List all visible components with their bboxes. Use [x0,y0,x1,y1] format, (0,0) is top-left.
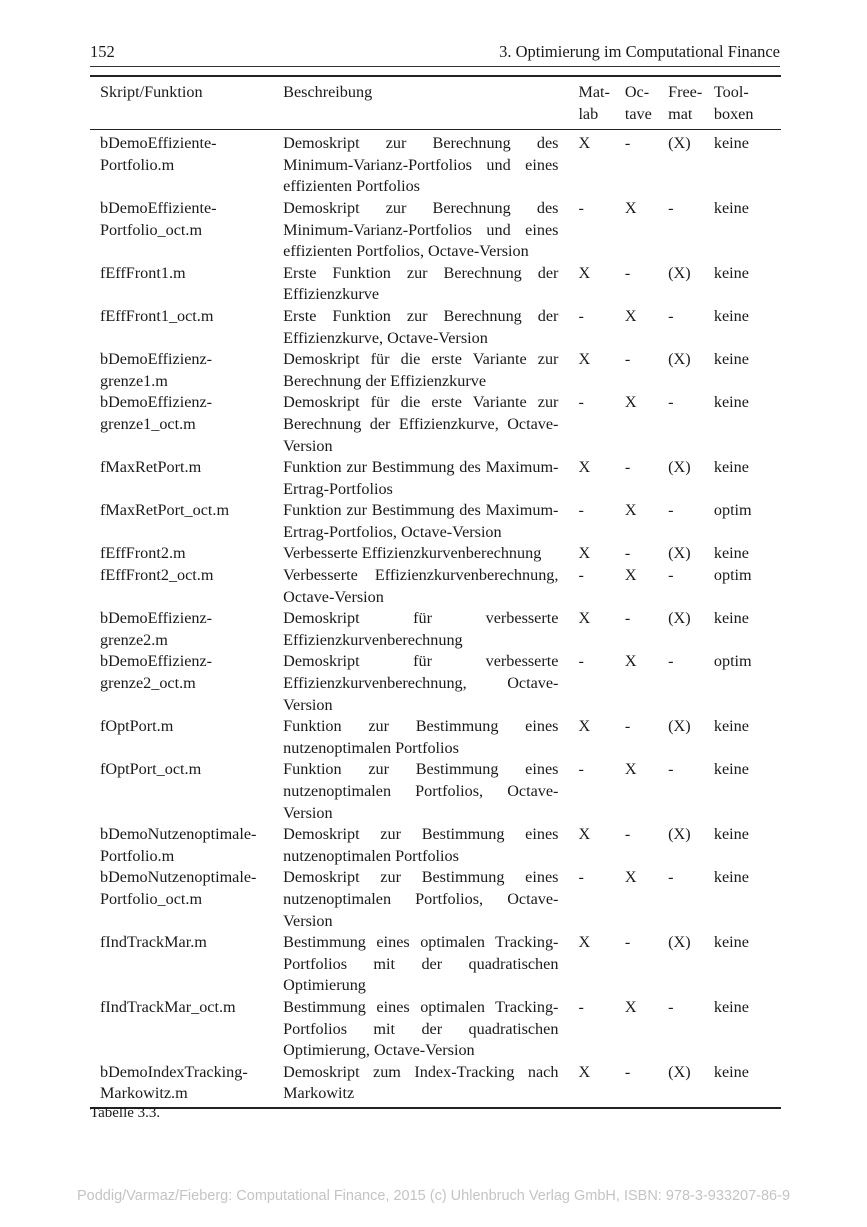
cell-toolboxes: keine [713,350,749,369]
cell-octave: X [624,198,637,217]
cell-octave: X [624,393,637,412]
cell-matlab: - [578,760,584,779]
page-number: 152 [90,42,115,61]
cell-name-line: bDemoEffizienz- [100,652,213,671]
cell-octave: X [624,868,637,887]
cell-name-line: grenze2.m [100,630,168,649]
cell-freemat: (X) [668,134,691,153]
cell-description: Bestimmung eines optimalen Tracking-Portfolios mit der quadratischen Optimierung, Octave-Version [283,997,559,1060]
cell-octave: X [624,997,637,1016]
table-row [90,608,781,651]
cell-description: Erste Funktion zur Berechnung der Effizienzkurve [283,263,559,304]
cell-freemat: - [668,501,674,520]
table-row [90,997,781,1062]
table-row [90,716,781,759]
cell-octave: - [624,717,631,736]
cell-matlab: X [578,609,591,628]
cell-freemat: (X) [668,350,691,369]
table-row [90,457,781,500]
cell-octave: - [624,609,631,628]
cell-name-line: fEffFront2.m [100,544,186,563]
header-matlab-line1: Mat- [578,83,610,101]
cell-toolboxes: keine [713,717,749,736]
cell-matlab: - [578,566,584,585]
cell-name-line: Markowitz.m [100,1084,188,1103]
cell-matlab: X [578,458,591,477]
cell-toolboxes: keine [713,306,749,325]
header-toolboxes [714,76,781,130]
cell-name [90,349,283,392]
cell-freemat: - [668,760,674,779]
cell-name-line: fIndTrackMar.m [100,933,207,952]
cell-description: Verbesserte Effizienzkurvenberechnung, Octave-Version [283,566,559,606]
cell-description: Funktion zur Bestimmung des Maximum-Ertrag-Portfolios, Octave-Version [283,501,559,541]
cell-octave: X [624,566,637,585]
cell-name [90,716,283,759]
table-row [90,824,781,867]
cell-description: Demoskript zur Bestimmung eines nutzenoptimalen Portfolios, Octave-Version [283,868,559,930]
cell-name [90,392,283,457]
cell-name-line: fOptPort_oct.m [100,760,202,779]
cell-name-line: fEffFront1.m [100,263,186,282]
cell-description: Verbesserte Effizienzkurvenberechnung [283,544,542,563]
cell-matlab: - [578,198,584,217]
cell-freemat: - [668,393,674,412]
cell-name [90,759,283,824]
header-description: Beschreibung [283,76,578,130]
scripts-table [90,75,781,1109]
cell-description: Demoskript zum Index-Tracking nach Markowitz [283,1062,578,1108]
cell-matlab: X [578,263,591,282]
header-matlab [578,76,624,130]
cell-freemat: (X) [668,263,691,282]
cell-freemat: - [668,198,674,217]
cell-description: Demoskript für verbesserte Effizienzkurvenberechnung [283,609,559,649]
cell-freemat: (X) [668,717,691,736]
cell-freemat: (X) [668,458,691,477]
cell-name-line: fEffFront2_oct.m [100,566,214,585]
cell-name-line: Portfolio.m [100,155,175,174]
cell-matlab: - [578,652,584,671]
cell-name-line: grenze1_oct.m [100,414,196,433]
cell-toolboxes: optim [713,652,752,671]
cell-description: Funktion zur Bestimmung des Maximum-Ertrag-Portfolios [283,458,559,498]
cell-name-line: fIndTrackMar_oct.m [100,997,236,1016]
cell-description: Demoskript zur Bestimmung eines nutzenoptimalen Portfolios [283,825,559,865]
cell-name-line: bDemoNutzenoptimale- [100,868,257,887]
cell-matlab: X [578,350,591,369]
cell-description: Erste Funktion zur Berechnung der Effizienzkurve, Octave-Version [283,306,559,347]
table-row [90,543,781,565]
cell-name [90,932,283,997]
cell-toolboxes: keine [713,933,749,952]
cell-toolboxes: keine [713,760,749,779]
cell-matlab: X [578,717,591,736]
header-freemat-line1: Free- [668,83,703,101]
header-octave-line2: tave [624,104,652,123]
cell-octave: - [624,134,631,153]
table-header-row [90,76,781,130]
cell-name-line: fMaxRetPort_oct.m [100,501,230,520]
header-matlab-line2: lab [578,104,599,123]
table-row [90,198,781,263]
cell-name-line: grenze1.m [100,371,168,390]
cell-matlab: X [578,1062,624,1108]
cell-toolboxes: optim [713,501,752,520]
header-octave-line1: Oc- [624,83,650,101]
running-head [90,42,780,67]
cell-octave: - [624,350,631,369]
cell-name [90,263,283,306]
cell-name [90,824,283,867]
cell-toolboxes: keine [713,458,749,477]
cell-name-line: bDemoNutzenoptimale- [100,825,257,844]
cell-toolboxes: keine [713,868,749,887]
table-row [90,392,781,457]
cell-toolboxes: keine [714,1062,781,1108]
cell-description: Funktion zur Bestimmung eines nutzenoptimalen Portfolios [283,717,559,757]
cell-description: Bestimmung eines optimalen Tracking-Portfolios mit der quadratischen Optimierung [283,933,559,995]
table-row [90,759,781,824]
cell-name [90,565,283,608]
table-row [90,565,781,608]
cell-name-line: Portfolio_oct.m [100,220,203,239]
table-row [90,130,781,198]
table-row [90,263,781,306]
cell-freemat: (X) [668,609,691,628]
cell-toolboxes: keine [713,609,749,628]
cell-octave: X [624,501,637,520]
cell-description: Demoskript für die erste Variante zur Berechnung der Effizienzkurve, Octave-Version [283,393,559,455]
cell-matlab: X [578,544,591,563]
cell-name [90,608,283,651]
cell-name-line: bDemoEffizienz- [100,350,213,369]
cell-name-line: grenze2_oct.m [100,674,196,693]
cell-octave: X [624,652,637,671]
cell-name [90,500,283,543]
cell-freemat: - [668,652,674,671]
cell-freemat: (X) [668,933,691,952]
header-toolboxes-line2: boxen [713,104,754,123]
cell-name-line: bDemoEffiziente- [100,198,217,217]
cell-description: Demoskript für die erste Variante zur Berechnung der Effizienzkurve [283,350,559,390]
cell-name [90,997,283,1062]
cell-octave: - [624,544,631,563]
cell-freemat: - [668,868,674,887]
cell-toolboxes: keine [713,997,749,1016]
copyright-footer: Poddig/Varmaz/Fieberg: Computational Finance, 2015 (c) Uhlenbruch Verlag GmbH, ISBN: 978-3-933207-86-9 [76,1188,791,1204]
cell-matlab: - [578,393,584,412]
cell-matlab: - [578,306,584,325]
table-row [90,349,781,392]
cell-name [90,867,283,932]
cell-matlab: X [578,134,591,153]
cell-description: Funktion zur Bestimmung eines nutzenoptimalen Portfolios, Octave-Version [283,760,559,822]
header-freemat [668,76,714,130]
cell-octave: - [625,1062,668,1108]
table-row [90,1062,781,1108]
cell-name [90,651,283,716]
cell-name-line: bDemoEffiziente- [100,134,217,153]
cell-toolboxes: keine [713,825,749,844]
cell-octave: X [624,306,637,325]
cell-toolboxes: keine [713,544,749,563]
table-row [90,306,781,349]
cell-name-line: bDemoEffizienz- [100,393,213,412]
cell-name [90,198,283,263]
chapter-title: 3. Optimierung im Computational Finance [499,42,780,61]
cell-octave: X [624,760,637,779]
cell-name-line: fEffFront1_oct.m [100,306,214,325]
cell-toolboxes: keine [713,263,749,282]
cell-name-line: fOptPort.m [100,717,174,736]
cell-freemat: (X) [668,544,691,563]
cell-matlab: - [578,997,584,1016]
cell-name-line: Portfolio_oct.m [100,889,203,908]
header-freemat-line2: mat [668,104,693,123]
cell-octave: - [624,458,631,477]
cell-matlab: X [578,933,591,952]
header-toolboxes-line1: Tool- [713,83,749,101]
cell-matlab: - [578,501,584,520]
cell-freemat: (X) [668,1062,714,1108]
cell-freemat: - [668,306,674,325]
cell-description: Demoskript zur Berechnung des Minimum-Varianz-Portfolios und eines effizienten Portfolios [283,134,559,196]
cell-octave: - [624,825,631,844]
cell-name-line: Portfolio.m [100,846,175,865]
cell-description: Demoskript zur Berechnung des Minimum-Varianz-Portfolios und eines effizienten Portfolios, Octave-Version [283,198,559,261]
cell-name-line: bDemoIndexTracking- [100,1062,248,1081]
header-octave [625,76,668,130]
cell-toolboxes: keine [713,393,749,412]
cell-toolboxes: keine [713,134,749,153]
cell-name [90,457,283,500]
table-body [90,130,781,1108]
cell-matlab: - [578,868,584,887]
table-caption: Tabelle 3.3. [90,1105,161,1121]
table-row [90,651,781,716]
cell-name [90,130,283,198]
cell-description: Demoskript für verbesserte Effizienzkurvenberechnung, Octave-Version [283,652,559,714]
table-row [90,932,781,997]
cell-name-line: fMaxRetPort.m [100,458,202,477]
cell-toolboxes: keine [713,198,749,217]
table-row [90,500,781,543]
cell-name [90,543,283,565]
cell-freemat: (X) [668,825,691,844]
cell-matlab: X [578,825,591,844]
cell-freemat: - [668,997,674,1016]
cell-octave: - [624,263,631,282]
table-row [90,867,781,932]
cell-name [90,306,283,349]
cell-freemat: - [668,566,674,585]
cell-octave: - [624,933,631,952]
cell-toolboxes: optim [713,566,752,585]
cell-name-line: bDemoEffizienz- [100,609,213,628]
cell-name [90,1062,283,1108]
header-name: Skript/Funktion [90,76,283,130]
